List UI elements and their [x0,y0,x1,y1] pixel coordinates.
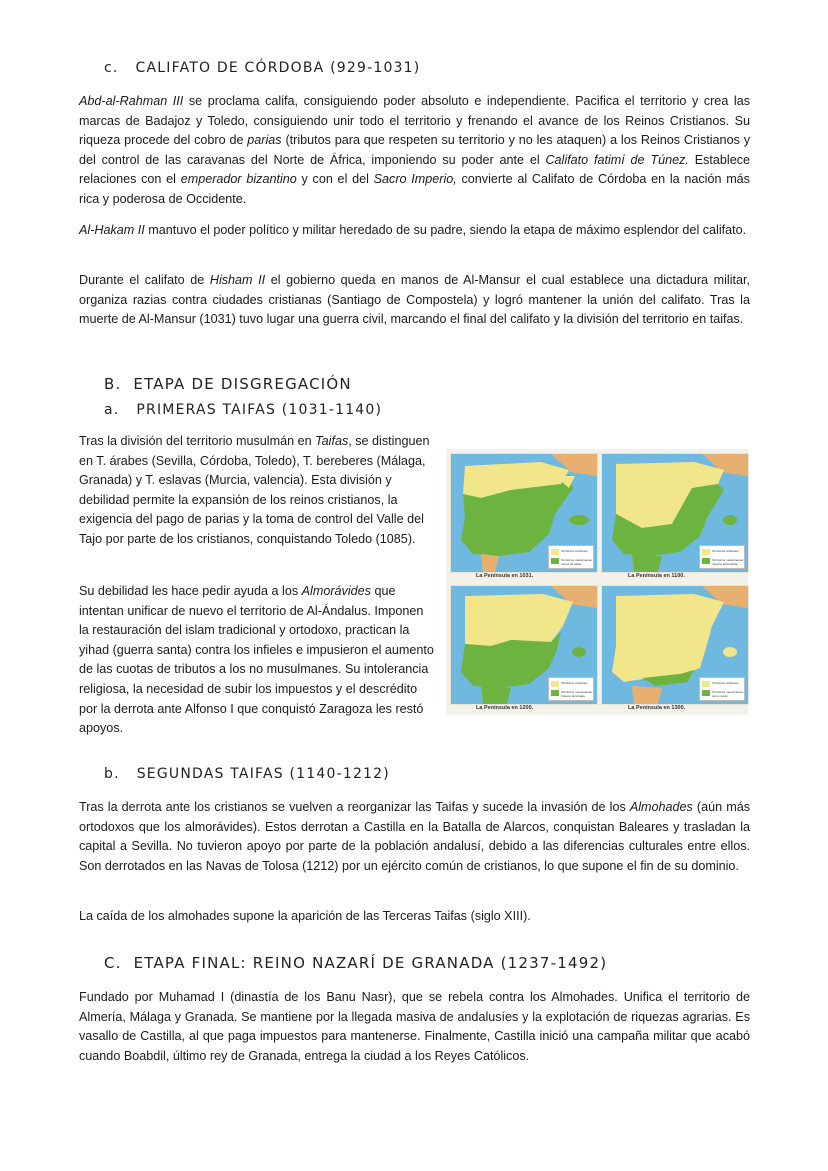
map-1200 [450,585,598,705]
historical-maps-figure [446,449,748,715]
map-legend: Territorios cristianos Territorios musulmanes: reinos de taifas [548,545,594,569]
heading-primeras-taifas [104,402,382,418]
paragraph-primeras-1: Tras la división del territorio musulmán en Taifas, se distinguen en T. árabes (Sevilla, Córdoba, Toledo), T. bereberes (Málaga, Granada) y T. eslavas (Murcia, valencia). Esta división y debilidad permite la expansión de los reinos cristianos, la exigencia del pago de parias y la toma de control del Valle del Tajo por parte de los cristianos, conquistando Toledo (1085). [79,434,430,546]
heading-marker: C. [104,954,122,972]
map-legend: Territorios cristianos Territorios musulmanes: reino nazarí [699,677,745,701]
map-caption: La Península en 1300. [628,705,686,711]
heading-segundas-taifas [104,766,390,782]
heading-califato [104,60,420,76]
paragraph-califato-1: Abd-al-Rahman III se proclama califa, consiguiendo poder absoluto e independiente. Pacifica el territorio y crea las marcas de Badajoz y Toledo, consiguiendo unir todo el territorio y frenando el avance de los Reinos Cristianos. Su riqueza procede del cobro de parias (tributos para que respeten su territorio y no les ataquen) a los Reinos Cristianos y del control de las caravanas del Norte de África, imponiendo su poder ante el Califato fatimí de Túnez. Establece relaciones con el emperador bizantino y con el del Sacro Imperio, convierte al Califato de Córdoba en la nación más rica y poderosa de Occidente. [79,94,750,206]
heading-title: CALIFATO DE CÓRDOBA (929-1031) [135,60,421,76]
map-caption: La Península en 1200. [476,705,534,711]
map-legend: Territorios cristianos Territorios musulmanes: Imperio almorávide [699,545,745,569]
map-1100 [601,453,749,573]
map-caption: La Península en 1031. [476,573,534,579]
map-1300 [601,585,749,705]
heading-disgregacion [104,375,352,393]
heading-marker: B. [104,375,122,393]
heading-etapa-final [104,954,607,972]
map-caption: La Península en 1100. [628,573,685,579]
map-legend: Territorios cristianos Territorios musulmanes: Imperio almohade [548,677,594,701]
heading-title: PRIMERAS TAIFAS (1031-1140) [136,402,383,418]
paragraph-segundas-1: Tras la derrota ante los cristianos se vuelven a reorganizar las Taifas y sucede la invasión de los Almohades (aún más ortodoxos que los almorávides). Estos derrotan a Castilla en la Batalla de Alarcos, conquistan Baleares y trasladan la capital a Sevilla. No tuvieron apoyo por parte de la población andalusí, debido a las diferencias culturales entre ellos. Son derrotados en las Navas de Tolosa (1212) por un ejército común de cristianos, lo que supone el fin de su dominio. [79,800,750,873]
paragraph-califato-3: Durante el califato de Hisham II el gobierno queda en manos de Al-Mansur el cual establece una dictadura militar, organiza razias contra ciudades cristianas (Santiago de Compostela) y logró mantener la unión del califato. Tras la muerte de Al-Mansur (1031) tuvo lugar una guerra civil, marcando el final del califato y la división del territorio en taifas. [79,273,750,327]
heading-marker: a. [104,402,120,418]
paragraph-segundas-2: La caída de los almohades supone la aparición de las Terceras Taifas (siglo XIII). [79,909,531,923]
map-1031 [450,453,598,573]
paragraph-final-1: Fundado por Muhamad I (dinastía de los Banu Nasr), que se rebela contra los Almohades. Unifica el territorio de Almería, Málaga y Granada. Se mantiene por la llegada masiva de andalusíes y la explotación de riquezas agrarias. Es vasallo de Castilla, al que paga impuestos para mantenerse. Finalmente, Castilla inició una campaña militar que acabó cuando Boabdil, último rey de Granada, entrega la ciudad a los Reyes Católicos. [79,990,750,1063]
paragraph-califato-2: Al-Hakam II mantuvo el poder político y militar heredado de su padre, siendo la etapa de máximo esplendor del califato. [79,223,747,237]
heading-title: ETAPA FINAL: REINO NAZARÍ DE GRANADA (1237-1492) [133,954,608,972]
heading-title: ETAPA DE DISGREGACIÓN [133,375,352,393]
heading-marker: c. [104,60,119,76]
paragraph-primeras-2: Su debilidad les hace pedir ayuda a los Almorávides que intentan unificar de nuevo el territorio de Al-Ándalus. Imponen la restauración del islam tradicional y ortodoxo, practican la yihad (guerra santa) contra los infieles e impusieron el aumento de las cuotas de tributos a los no musulmanes. Su intolerancia religiosa, la necesidad de subir los impuestos y el descrédito por la derrota ante Alfonso I que conquistó Zaragoza les restó apoyos. [79,584,434,736]
heading-title: SEGUNDAS TAIFAS (1140-1212) [136,766,390,782]
heading-marker: b. [104,766,120,782]
